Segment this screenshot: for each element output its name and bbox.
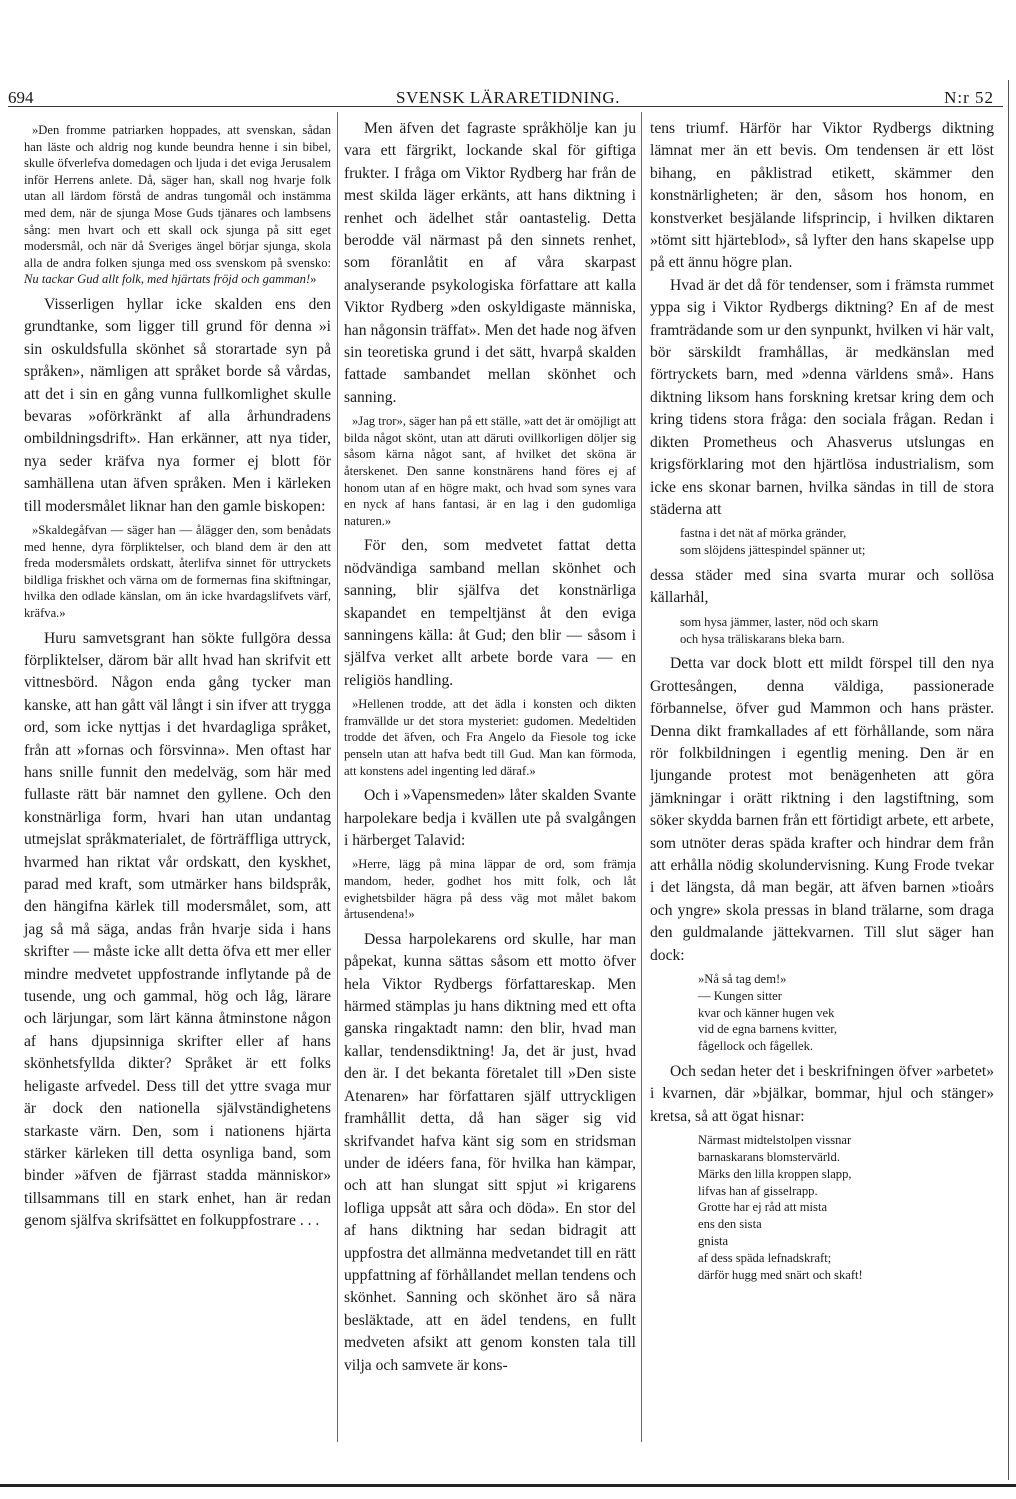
verse-line: af dess späda lefnadskraft; [698, 1250, 832, 1265]
quote-italic-text: Nu tackar Gud allt folk, med hjärtats fröjd och gamman! [24, 272, 311, 287]
verse-line: som hysa jämmer, laster, nöd och skarn [680, 614, 879, 629]
quote-close: » [310, 272, 317, 287]
verse-line: Närmast midtelstolpen vissnar [698, 1133, 852, 1148]
page-edge-rule [1008, 80, 1009, 1480]
column-2 [344, 118, 636, 1377]
paragraph: dessa städer med sina svarta murar och sollösa källarhål, [650, 566, 994, 607]
column-3 [650, 118, 994, 1289]
block-quote: »Herre, lägg på mina läppar de ord, som främja mandom, heder, godhet hos mitt folk, och låt evighetsbilder hägra på dess väg mot målet bakom årtusendena!» [344, 857, 636, 922]
paragraph: Dessa harpolekarens ord skulle, har man påpekat, kunna sättas såsom ett motto öfver hela Viktor Rydbergs författareskap. Men härmed stämplas ju hans diktning med ett ofta ganska ringaktadt namn: den blir, hvad man kallar, tendensdiktning! Ja, det är just, hvad den är. I det bekanta företalet till »Den siste Atenaren» har författaren själf uttryckligen framhållit detta, då han säger sig vid skrifvandet hafva känt sig som en stridsman under de idéers fana, för hvilka han kämpar, och att han slungat sitt spjut »i krigarens lofliga uppsåt att såra och döda». En stor del af hans diktning har sedan bidragit att uppfostra det allmänna medvetandet till en rätt uppfattning af förhållandet mellan tendens och skönhet. Sanning och skönhet äro så nära besläktade, att en ädel tendens, en fullt medveten afsikt att genom konsten tala till vilja och samvete är kons- [344, 930, 636, 1374]
publication-title: SVENSK LÄRARETIDNING. [396, 88, 620, 107]
verse-line: gnista [698, 1233, 729, 1248]
paragraph: Hvad är det då för tendenser, som i främsta rummet yppa sig i Viktor Rydbergs diktning? En af de mest framträdande som ur den synpunkt, hvilken vi här valt, bör särskildt framhållas, är medkänslan med förtryckets barn, med »denna världens små». Hans diktning liksom hans forskning kretsar kring dem och kring tidens stora fråga: den sociala frågan. Redan i dikten Prometheus och Ahasverus utslungas en krigsförklaring mot den hjärtlösa industrialism, som icke ens skonar barnen, hvilka sändas in till de stora städerna att [650, 276, 994, 518]
column-1 [24, 118, 331, 1233]
paragraph: Och i »Vapensmeden» låter skalden Svante harpolekare bedja i kvällen ute på svalgången i härberget Talavid: [344, 787, 636, 850]
verse-line: och hysa träliskarans bleka barn. [680, 631, 845, 646]
verse-line: ens den sista [698, 1217, 762, 1232]
verse-line: fastna i det nät af mörka gränder, [680, 526, 847, 541]
verse-line: »Nå så tag dem!» [698, 972, 787, 986]
verse-line: Märks den lilla kroppen slapp, [698, 1166, 852, 1181]
paragraph: Och sedan heter det i beskrifningen öfver »arbetet» i kvarnen, där »bjälkar, bommar, hjul och stänger» kretsa, så att ögat hisnar: [650, 1062, 994, 1125]
paragraph: Huru samvetsgrant han sökte fullgöra dessa förpliktelser, därom bär allt hvad han skrifvit ett vittnesbörd. Någon enda gång tycker man kanske, att han gått väl långt i sin ifver att trygga ord, som icke nyttjas i det hvardagliga språket, från att »fornas och försvinna». Men oftast har hans snille funnit den medelväg, som här med fullaste rätt bär namnet den gyllene. Och den konstnärliga form, hvari han utan undantag utmejslat språkmaterialet, de förträffliga uttryck, hvarmed han riktat vår ordskatt, den kyskhet, parad med kraft, som utmärker hans bildspråk, den hängifna kärlek till modersmålet, som, att jag så må säga, andas från hvarje sida i hans skrifter — måste icke allt detta öfva ett mer eller mindre medvetet uppfostrande inflytande på de tusende, ung och gammal, hög och låg, lärare och lärjungar, som lärt känna åtminstone någon af hans djupsinniga skrifter eller af hans skönhetsfyllda dikter? Språket är ett folks heligaste arfvedel. Dess till det yttre svaga mur är dock den nationella självständighetens starkaste värn. Den, som i nationens hjärta stärker kärleken till detta osynliga band, som binder »äfven de fjärrast stadda människor» tillsammans till en stark enhet, han är redan genom själfva skrifsättet en folkuppfostrare . . . [24, 629, 331, 1230]
block-quote: »Hellenen trodde, att det ädla i konsten och dikten framvällde ur det stora mysteriet: gudomen. Medeltiden trodde det äfven, och Fra Angelo da Fiesole tog icke penseln utan att hafva bedt till Gud. Man kan förmoda, att konstens adel ingenting led däraf.» [344, 697, 636, 778]
paragraph: Detta var dock blott ett mildt förspel till den nya Grottesången, denna väldiga, passionerade förbannelse, öfver gud Mammon och hans präster. Denna dikt framkallades af ett förhållande, som nära rör folkbildningen i egentlig mening. Den är en ljungande protest mot benägenheten att göra jämkningar i orätt riktning i den lagstiftning, som söker skydda barnen från ett förtidigt arbete, ett arbete, som utnöter deras späda krafter och hindrar dem från att erhålla nödig skolundervisning. Kung Frode tvekar i det längsta, då man begär, att äfven barnen »tioårs och yngre» skola pressas in bland trälarne, som draga den guldmalande jättekvarnen. Till slut säger han dock: [650, 655, 994, 964]
block-quote: »Jag tror», säger han på ett ställe, »att det är omöjligt att bilda något skönt, utan att däruti ovillkorligen döljer sig såsom kärna något sant, af hvilket det sköna är återskenet. Den sanne konstnärens hand föres ej af honom utan af en högre makt, och hvad som synes vara en nyck af hans fantasi, är en lag i den gudomliga naturen.» [344, 414, 636, 528]
verse-line: kvar och känner hugen vek [698, 1005, 835, 1020]
verse-quote [650, 971, 994, 1055]
verse-line: vid de egna barnens kvitter, [698, 1022, 838, 1037]
quote-text: »Den fromme patriarken hoppades, att svenskan, sådan han läste och aldrig nog kunde beundra henne i sin bibel, skulle öfverlefva domedagen och ljuda i det eviga Jerusalem inför Herrens anlete. Då, säger han, skall nog hvarje folk utan all lärdom förstå de andras tungomål och instämma med dem, när de sjunga Mose Guds tjänares och lambsens sång: men hvart och ett skall ock sjunga på sitt eget modersmål, och när då Sveriges ängel börjar sjunga, skola alla de andra folken sjunga med oss svenskom på svensko: [24, 123, 331, 270]
paragraph: Visserligen hyllar icke skalden ens den grundtanke, som ligger till grund för denna »i sin oskuldsfulla skönhet så storartade syn på språken», nämligen att språket borde så vårdas, att det i sin en gång vunna fullkomlighet skulle bevaras »oförkränkt af alla århundradens ombildningsdrift». Han erkänner, att nya tider, nya seder kräfva nya former ej blott för samhällena utan äfven språken. Men i kärleken till modersmålet liknar han den gamle biskopen: [24, 295, 331, 515]
paragraph: Men äfven det fagraste språkhölje kan ju vara ett färgrikt, lockande skal för giftiga frukter. I fråga om Viktor Rydberg har från de mest skilda läger erkänts, att hans diktning i renhet och ädelhet står oantastelig. Detta berodde väl närmast på den sinnets renhet, som föranlåtit en af våra skarpast analyserande psykologiska författare att kalla Viktor Rydberg »den oskyldigaste människa, han någonsin träffat». Men det hade nog äfven sin teoretiska grund i det sätt, hvarpå skalden fattade sambandet mellan skönhet och sanning. [344, 120, 636, 406]
verse-line: lifvas han af gisselrapp. [698, 1183, 818, 1198]
verse-quote [650, 614, 994, 648]
verse-line: fågellock och fågellek. [698, 1039, 814, 1054]
column-divider [337, 112, 338, 1442]
column-divider [641, 112, 642, 1442]
block-quote: »Skaldegåfvan — säger han — ålägger den, som benådats med henne, dyra förpliktelser, och bland dem är den att freda modersmålets ordskatt, återlifva sinnet för uttryckets bildliga friskhet och värna om de formernas fina skiftningar, hvilka den odlade känslan, om än icke hvardagslifvets värf, kräfva.» [24, 523, 331, 620]
footer-rule [0, 1484, 1016, 1487]
verse-line: Grotte har ej råd att mista [698, 1200, 828, 1215]
verse-quote [650, 1132, 994, 1283]
verse-quote [650, 525, 994, 559]
page-number: 694 [8, 88, 34, 107]
block-quote [24, 122, 331, 288]
paragraph: För den, som medvetet fattat detta nödvändiga samband mellan skönhet och sanning, blir själfva det konstnärliga skapandet en tempeltjänst åt den eviga sanningens källa: åt Gud; den blir — såsom i själfva verket allt arbete borde vara — en religiös handling. [344, 537, 636, 689]
verse-line: — Kungen sitter [698, 988, 782, 1003]
issue-number: N:r 52 [944, 88, 994, 107]
verse-line: därför hugg med snärt och skaft! [698, 1267, 863, 1282]
header-rule [8, 106, 1003, 107]
verse-line: som slöjdens jättespindel spänner ut; [680, 543, 866, 558]
verse-line: barnaskarans blomstervärld. [698, 1150, 840, 1164]
paragraph: tens triumf. Härför har Viktor Rydbergs diktning lämnat mer än ett bevis. Om tendensen är ett löst bihang, en påklistrad etikett, skämmer den konstnärligheten; är den, såsom hos honom, en konstverket besjälande lifsprincip, i hvilken diktaren »tömt sitt hjärteblod», så lyfter den hans skapelse upp på ett ännu högre plan. [650, 120, 994, 272]
